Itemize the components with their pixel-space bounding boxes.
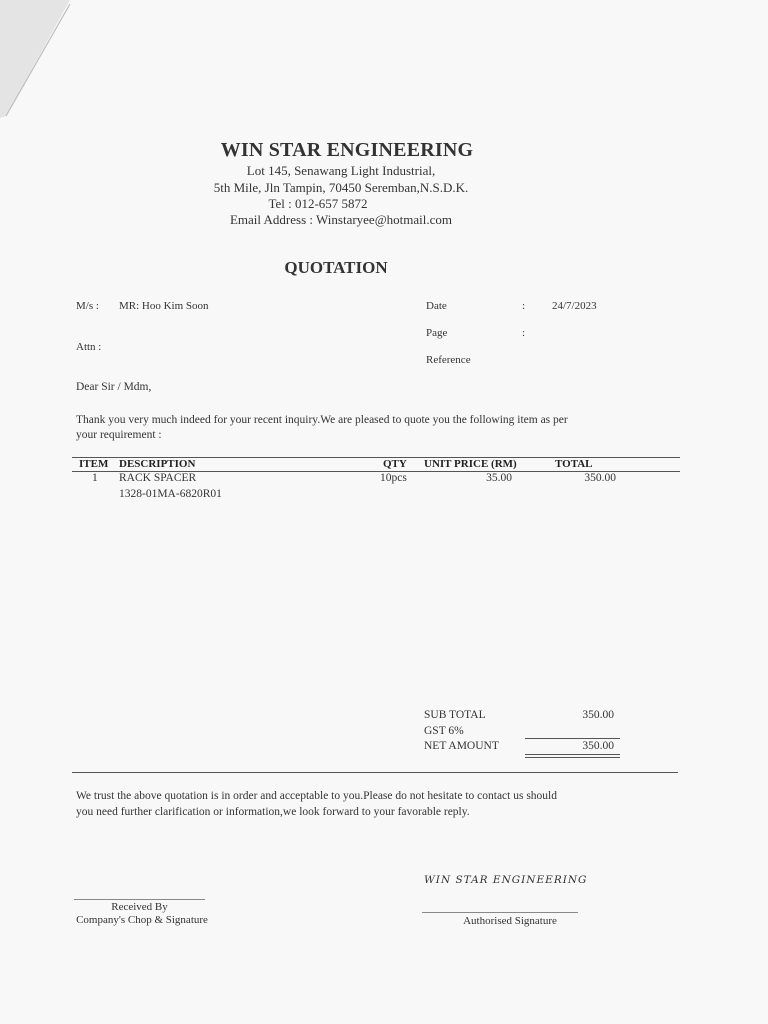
date-label: Date <box>426 300 447 312</box>
header-unit-price: UNIT PRICE (RM) <box>424 458 517 470</box>
subtotal-value: 350.00 <box>582 709 614 721</box>
row-description: RACK SPACER <box>119 472 197 484</box>
net-amount-label: NET AMOUNT <box>424 740 499 752</box>
header-item: ITEM <box>79 458 109 470</box>
attn-label: Attn : <box>76 341 102 353</box>
ms-label: M/s : <box>76 300 99 312</box>
row-total: 350.00 <box>584 472 616 484</box>
received-signature-line <box>74 899 205 900</box>
net-double-rule-bottom <box>525 757 620 758</box>
gst-label: GST 6% <box>424 725 464 737</box>
row-item-number: 1 <box>92 472 98 484</box>
greeting: Dear Sir / Mdm, <box>76 381 152 393</box>
authorised-signature-label: Authorised Signature <box>463 915 557 927</box>
company-signature: WIN STAR ENGINEERING <box>424 874 588 886</box>
page-colon: : <box>522 327 526 339</box>
header-total: TOTAL <box>555 458 593 470</box>
company-name: WIN STAR ENGINEERING <box>220 139 474 161</box>
company-address-line1: Lot 145, Senawang Light Industrial, <box>246 163 436 178</box>
net-amount-value: 350.00 <box>582 740 614 752</box>
header-qty: QTY <box>383 458 407 470</box>
date-colon: : <box>522 300 526 312</box>
closing-line2: you need further clarification or information,we look forward to your favorable reply. <box>76 806 470 818</box>
received-by-label: Received By <box>111 901 168 913</box>
row-qty: 10pcs <box>380 472 407 484</box>
document-title: QUOTATION <box>284 258 388 277</box>
date-value: 24/7/2023 <box>552 300 597 312</box>
customer-name: MR: Hoo Kim Soon <box>119 300 209 312</box>
authorised-signature-line <box>422 912 578 913</box>
company-tel: Tel : 012-657 5872 <box>268 196 368 211</box>
table-bottom-rule <box>72 772 678 773</box>
row-part-number: 1328-01MA-6820R01 <box>119 488 222 500</box>
subtotal-label: SUB TOTAL <box>424 709 486 721</box>
intro-line2: your requirement : <box>76 429 162 441</box>
reference-label: Reference <box>426 354 471 366</box>
net-double-rule-top <box>525 754 620 755</box>
folded-corner-shadow <box>0 0 80 120</box>
gst-underline <box>525 738 620 739</box>
intro-line1: Thank you very much indeed for your recent inquiry.We are pleased to quote you the following item as per <box>76 414 568 426</box>
chop-signature-label: Company's Chop & Signature <box>76 914 208 926</box>
company-email: Email Address : Winstaryee@hotmail.com <box>229 212 453 227</box>
header-description: DESCRIPTION <box>119 458 196 470</box>
closing-line1: We trust the above quotation is in order and acceptable to you.Please do not hesitate to contact us should <box>76 790 557 802</box>
page-label: Page <box>426 327 448 339</box>
row-unit-price: 35.00 <box>486 472 512 484</box>
company-address-line2: 5th Mile, Jln Tampin, 70450 Seremban,N.S.D.K. <box>213 180 469 195</box>
